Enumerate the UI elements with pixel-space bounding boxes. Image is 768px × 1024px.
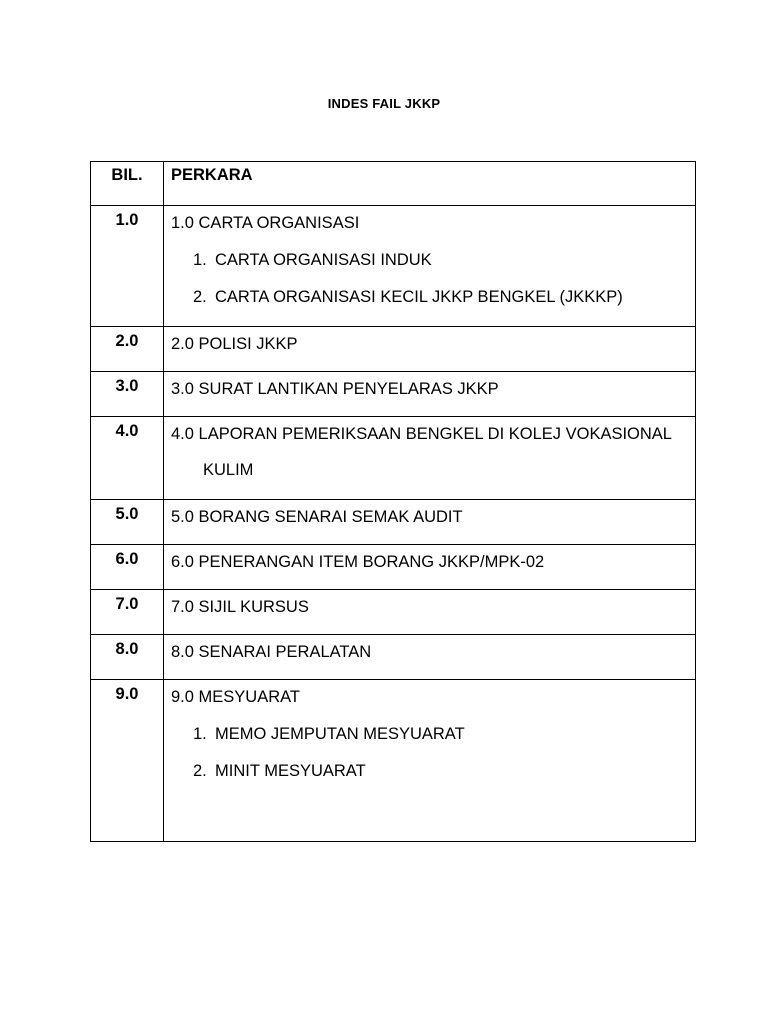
- sub-list-item: [171, 248, 689, 272]
- item-title: 6.0 PENERANGAN ITEM BORANG JKKP/MPK-02: [171, 553, 545, 571]
- item-title: 5.0 BORANG SENARAI SEMAK AUDIT: [171, 508, 463, 526]
- row-number: 6.0: [91, 545, 164, 590]
- header-bil: BIL.: [91, 162, 164, 206]
- sub-list: [171, 722, 689, 783]
- sub-item-text: MINIT MESYUARAT: [215, 762, 366, 780]
- sub-list: [171, 248, 689, 309]
- row-item: [164, 500, 696, 545]
- sub-list-item: [171, 285, 689, 309]
- row-item: [164, 206, 696, 327]
- index-table: [90, 161, 696, 842]
- row-number: 1.0: [91, 206, 164, 327]
- row-item: [164, 635, 696, 680]
- table-row: [91, 206, 696, 327]
- table-row: [91, 372, 696, 417]
- row-number: 5.0: [91, 500, 164, 545]
- row-item: [164, 372, 696, 417]
- row-item: [164, 590, 696, 635]
- row-number: 3.0: [91, 372, 164, 417]
- item-title: 8.0 SENARAI PERALATAN: [171, 643, 372, 661]
- item-title: 9.0 MESYUARAT: [171, 688, 300, 706]
- table-row: [91, 545, 696, 590]
- sub-item-number: 2.: [193, 762, 207, 780]
- row-item: [164, 545, 696, 590]
- header-perkara: PERKARA: [164, 162, 696, 206]
- row-number: 2.0: [91, 327, 164, 372]
- table-header-row: [91, 162, 696, 206]
- sub-item-text: CARTA ORGANISASI INDUK: [215, 251, 432, 269]
- row-number: 8.0: [91, 635, 164, 680]
- row-item: [164, 327, 696, 372]
- item-title: 7.0 SIJIL KURSUS: [171, 598, 309, 616]
- sub-item-number: 1.: [193, 251, 207, 269]
- table-row: [91, 680, 696, 842]
- sub-list-item: [171, 722, 689, 746]
- sub-item-number: 1.: [193, 725, 207, 743]
- table-row: [91, 500, 696, 545]
- document-title: INDES FAIL JKKP: [327, 96, 441, 111]
- item-title: 2.0 POLISI JKKP: [171, 335, 298, 353]
- table-row: [91, 327, 696, 372]
- row-number: 9.0: [91, 680, 164, 842]
- row-item: [164, 417, 696, 500]
- row-number: 4.0: [91, 417, 164, 500]
- item-title: 1.0 CARTA ORGANISASI: [171, 214, 360, 232]
- sub-item-text: MEMO JEMPUTAN MESYUARAT: [215, 725, 465, 743]
- sub-list-item: [171, 759, 689, 783]
- sub-item-text: CARTA ORGANISASI KECIL JKKP BENGKEL (JKKKP): [215, 288, 623, 306]
- table-row: [91, 635, 696, 680]
- row-item: [164, 680, 696, 842]
- item-title: 4.0 LAPORAN PEMERIKSAAN BENGKEL DI KOLEJ VOKASIONAL: [171, 425, 672, 443]
- row-number: 7.0: [91, 590, 164, 635]
- table-row: [91, 417, 696, 500]
- item-title: 3.0 SURAT LANTIKAN PENYELARAS JKKP: [171, 380, 499, 398]
- item-title-continuation: KULIM: [203, 461, 254, 479]
- table-row: [91, 590, 696, 635]
- sub-item-number: 2.: [193, 288, 207, 306]
